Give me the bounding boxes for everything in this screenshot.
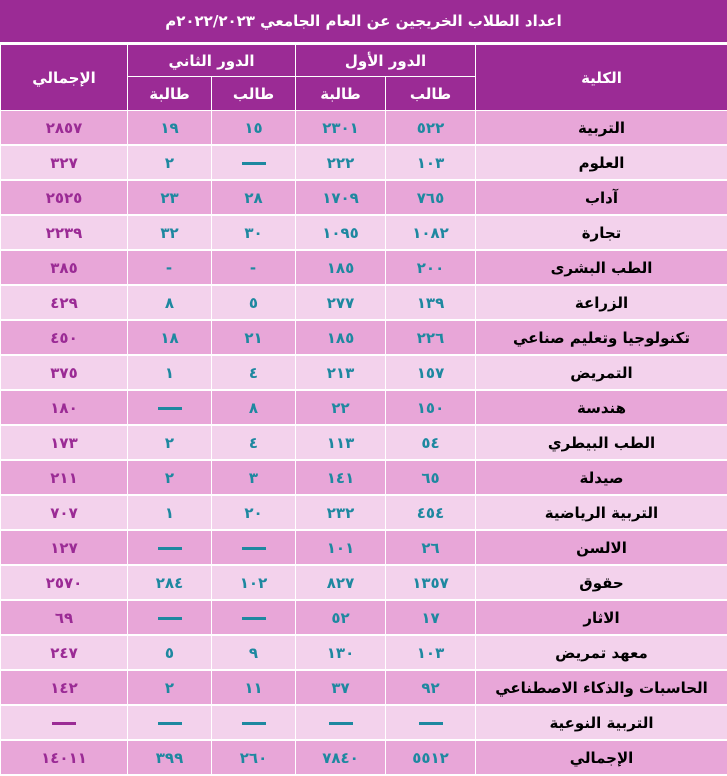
- count-cell: ٢٢٢: [296, 145, 386, 180]
- count-cell: ٣: [212, 460, 296, 495]
- college-name-cell: التربية: [476, 111, 727, 146]
- header-round1-female: طالبة: [296, 77, 386, 111]
- college-name-cell: الطب البشرى: [476, 250, 727, 285]
- college-name-cell: تكنولوجيا وتعليم صناعي: [476, 320, 727, 355]
- count-cell: ٢٧٧: [296, 285, 386, 320]
- count-cell: ٣٧: [296, 670, 386, 705]
- count-cell: ٥: [212, 285, 296, 320]
- count-cell: ١٠٨٢: [386, 215, 476, 250]
- count-cell: ١٠٣: [386, 145, 476, 180]
- total-cell: ٢٨٥٧: [1, 111, 128, 146]
- count-cell: ٩: [212, 635, 296, 670]
- count-cell: [296, 705, 386, 740]
- count-cell: ٧٦٥: [386, 180, 476, 215]
- total-cell: ٢١١: [1, 460, 128, 495]
- count-cell: ٢٦٠: [212, 740, 296, 775]
- count-cell: ٣٩٩: [128, 740, 212, 775]
- header-total: الإجمالي: [1, 45, 128, 111]
- college-name-cell: الطب البيطري: [476, 425, 727, 460]
- count-cell: ٢: [128, 145, 212, 180]
- dash-placeholder: [419, 722, 443, 725]
- table-body: [1, 111, 727, 776]
- college-name-cell: التمريض: [476, 355, 727, 390]
- dash-placeholder: [242, 162, 266, 165]
- college-name-cell: تجارة: [476, 215, 727, 250]
- dash-placeholder: [158, 722, 182, 725]
- dash-placeholder: [158, 617, 182, 620]
- table-row: [1, 111, 727, 146]
- count-cell: ١٣٥٧: [386, 565, 476, 600]
- count-cell: ١٠٩٥: [296, 215, 386, 250]
- table-row: [1, 145, 727, 180]
- count-cell: -: [212, 250, 296, 285]
- count-cell: ١٥: [212, 111, 296, 146]
- total-cell: ١٤٠١١: [1, 740, 128, 775]
- total-cell: ٤٢٩: [1, 285, 128, 320]
- total-cell: ١٢٧: [1, 530, 128, 565]
- count-cell: ٢٠٠: [386, 250, 476, 285]
- count-cell: ٢٣٠١: [296, 111, 386, 146]
- table-row: [1, 425, 727, 460]
- total-cell: ٣٢٧: [1, 145, 128, 180]
- count-cell: ٥: [128, 635, 212, 670]
- total-cell: ١٨٠: [1, 390, 128, 425]
- count-cell: ٢٣٢: [296, 495, 386, 530]
- count-cell: ٩٢: [386, 670, 476, 705]
- table-row: [1, 285, 727, 320]
- count-cell: [212, 705, 296, 740]
- count-cell: ١٥٠: [386, 390, 476, 425]
- count-cell: ٢: [128, 460, 212, 495]
- table-row: [1, 600, 727, 635]
- count-cell: [212, 600, 296, 635]
- count-cell: ٢٦: [386, 530, 476, 565]
- total-cell: ١٤٢: [1, 670, 128, 705]
- count-cell: ٢: [128, 670, 212, 705]
- total-cell: ٢٢٣٩: [1, 215, 128, 250]
- count-cell: ١: [128, 355, 212, 390]
- table-row: [1, 530, 727, 565]
- total-cell: ٣٧٥: [1, 355, 128, 390]
- count-cell: ١٥٧: [386, 355, 476, 390]
- count-cell: [128, 600, 212, 635]
- count-cell: ٢١: [212, 320, 296, 355]
- college-name-cell: العلوم: [476, 145, 727, 180]
- count-cell: ٨٢٧: [296, 565, 386, 600]
- count-cell: ٥٢٢: [386, 111, 476, 146]
- count-cell: ١: [128, 495, 212, 530]
- total-cell: ١٧٣: [1, 425, 128, 460]
- count-cell: ١٠١: [296, 530, 386, 565]
- dash-placeholder: [242, 547, 266, 550]
- table-row: [1, 495, 727, 530]
- total-cell: ٣٨٥: [1, 250, 128, 285]
- college-name-cell: صيدلة: [476, 460, 727, 495]
- count-cell: ١٨٥: [296, 320, 386, 355]
- dash-placeholder: [52, 722, 76, 725]
- table-row: [1, 565, 727, 600]
- count-cell: ٢٨٤: [128, 565, 212, 600]
- graduates-table: [0, 44, 727, 776]
- count-cell: [386, 705, 476, 740]
- college-name-cell: التربية الرياضية: [476, 495, 727, 530]
- count-cell: ٨: [128, 285, 212, 320]
- count-cell: ١٨٥: [296, 250, 386, 285]
- table-row: [1, 355, 727, 390]
- count-cell: ٤: [212, 355, 296, 390]
- table-row: [1, 215, 727, 250]
- count-cell: ١٣٠: [296, 635, 386, 670]
- table-row: [1, 320, 727, 355]
- count-cell: [128, 390, 212, 425]
- count-cell: -: [128, 250, 212, 285]
- count-cell: ١١: [212, 670, 296, 705]
- count-cell: ٥٢: [296, 600, 386, 635]
- count-cell: ١٠٣: [386, 635, 476, 670]
- count-cell: ١٧: [386, 600, 476, 635]
- header-college: الكلية: [476, 45, 727, 111]
- table-title: اعداد الطلاب الخريجين عن العام الجامعي ٢٠٢٢/٢٠٢٣م: [0, 0, 727, 44]
- count-cell: ١٠٢: [212, 565, 296, 600]
- total-cell: ٦٩: [1, 600, 128, 635]
- college-name-cell: الاثار: [476, 600, 727, 635]
- count-cell: ٢٨: [212, 180, 296, 215]
- dash-placeholder: [158, 547, 182, 550]
- header-round2: الدور الثاني: [128, 45, 296, 77]
- table-row: [1, 460, 727, 495]
- count-cell: ٥٤: [386, 425, 476, 460]
- table-row: [1, 390, 727, 425]
- table-row: [1, 180, 727, 215]
- count-cell: ٢٣: [128, 180, 212, 215]
- count-cell: ٢: [128, 425, 212, 460]
- count-cell: ١٩: [128, 111, 212, 146]
- total-cell: ٢٤٧: [1, 635, 128, 670]
- count-cell: ٣٢: [128, 215, 212, 250]
- table-row: [1, 705, 727, 740]
- count-cell: ٢١٣: [296, 355, 386, 390]
- college-name-cell: هندسة: [476, 390, 727, 425]
- header-round1-male: طالب: [386, 77, 476, 111]
- college-name-cell: الإجمالي: [476, 740, 727, 775]
- college-name-cell: آداب: [476, 180, 727, 215]
- college-name-cell: الالسن: [476, 530, 727, 565]
- count-cell: ٤: [212, 425, 296, 460]
- table-row: [1, 740, 727, 775]
- count-cell: ٦٥: [386, 460, 476, 495]
- header-round2-male: طالب: [212, 77, 296, 111]
- count-cell: ٧٨٤٠: [296, 740, 386, 775]
- count-cell: ٢٠: [212, 495, 296, 530]
- count-cell: ٤٥٤: [386, 495, 476, 530]
- count-cell: ١٨: [128, 320, 212, 355]
- total-cell: ٢٥٢٥: [1, 180, 128, 215]
- college-name-cell: حقوق: [476, 565, 727, 600]
- count-cell: [212, 145, 296, 180]
- header-round1: الدور الأول: [296, 45, 476, 77]
- count-cell: ١٧٠٩: [296, 180, 386, 215]
- table-row: [1, 670, 727, 705]
- dash-placeholder: [158, 407, 182, 410]
- count-cell: ١١٣: [296, 425, 386, 460]
- dash-placeholder: [242, 617, 266, 620]
- count-cell: [128, 705, 212, 740]
- dash-placeholder: [329, 722, 353, 725]
- count-cell: ٣٠: [212, 215, 296, 250]
- total-cell: ٢٥٧٠: [1, 565, 128, 600]
- header-round2-female: طالبة: [128, 77, 212, 111]
- table-row: [1, 250, 727, 285]
- count-cell: ٥٥١٢: [386, 740, 476, 775]
- count-cell: ١٣٩: [386, 285, 476, 320]
- college-name-cell: الزراعة: [476, 285, 727, 320]
- total-cell: ٤٥٠: [1, 320, 128, 355]
- college-name-cell: معهد تمريض: [476, 635, 727, 670]
- table-row: [1, 635, 727, 670]
- college-name-cell: التربية النوعية: [476, 705, 727, 740]
- count-cell: [212, 530, 296, 565]
- count-cell: ٨: [212, 390, 296, 425]
- count-cell: ١٤١: [296, 460, 386, 495]
- college-name-cell: الحاسبات والذكاء الاصطناعي: [476, 670, 727, 705]
- count-cell: ٢٢: [296, 390, 386, 425]
- total-cell: ٧٠٧: [1, 495, 128, 530]
- count-cell: [128, 530, 212, 565]
- count-cell: ٢٢٦: [386, 320, 476, 355]
- dash-placeholder: [242, 722, 266, 725]
- total-cell: [1, 705, 128, 740]
